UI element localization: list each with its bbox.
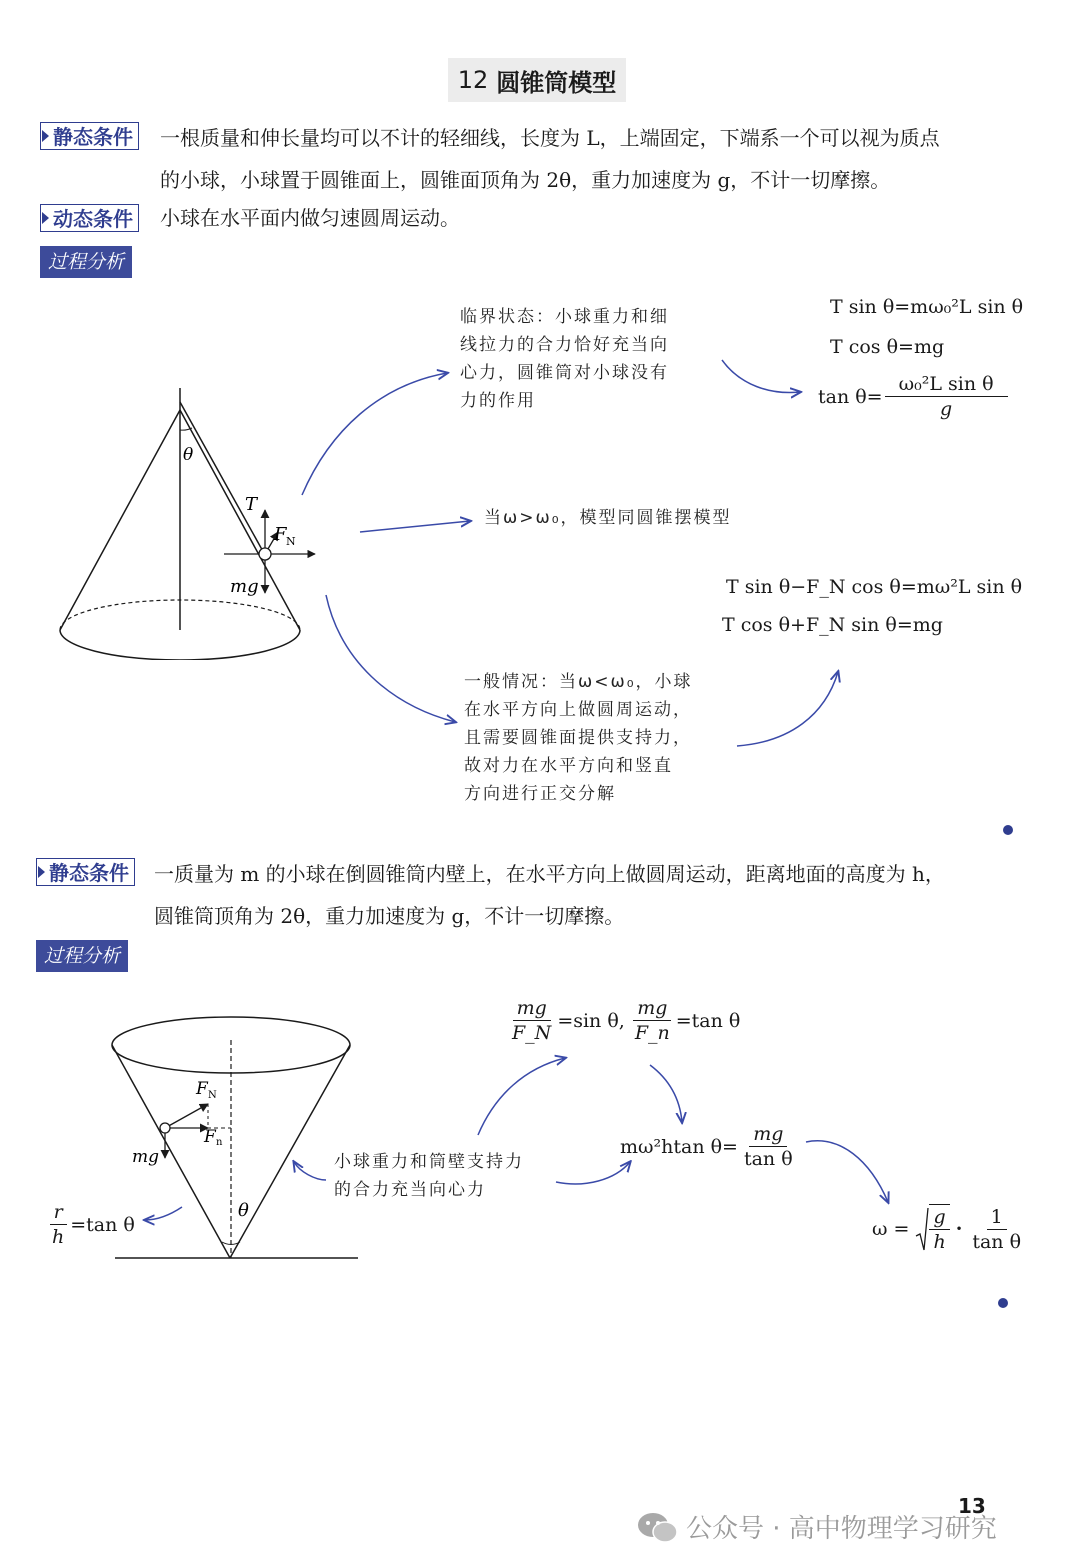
general-eq-2: T cos θ+F_N sin θ=mg [722,614,943,636]
theta-label: θ [183,445,194,465]
centripetal-eq-lhs: mω²htan θ= [620,1135,738,1158]
watermark [636,1508,997,1545]
omega-den: tan θ [972,1230,1022,1253]
ratio-num: r [50,1200,67,1225]
tension-label: T [245,494,258,515]
section2-note-line: 的合力充当向心力 [334,1180,486,1200]
arrow-to-centripetal [650,1065,682,1122]
fast-case-note: 当ω>ω₀，模型同圆锥摆模型 [484,508,732,528]
theta-label-2: θ [238,1200,249,1221]
arrow-to-critical-eqs [722,360,800,393]
process-analysis-tag-1: 过程分析 [40,246,132,278]
ratio-fraction [48,1200,68,1249]
centripetal-num: mg [749,1122,787,1147]
ratio-den: h [52,1226,65,1248]
centripetal-eq [620,1122,799,1171]
general-note-line: 一般情况：当ω<ω₀，小球 [464,672,693,692]
static-condition-tag-2: 静态条件 [36,858,135,886]
dynamic-condition-text: 小球在水平面内做匀速圆周运动。 [160,206,460,230]
force-frac-1-num: mg [513,996,551,1021]
arrow-to-general-eqs [737,672,838,746]
critical-eq-3-num: ω₀²L sin θ [885,372,1008,397]
general-note [464,668,693,808]
arrow-to-force-eqs [478,1058,565,1135]
omega-fraction [968,1205,1025,1254]
sqrt-symbol [915,1206,929,1252]
ball-2 [160,1123,170,1133]
watermark-text: 公众号 · 高中物理学习研究 [686,1514,997,1544]
critical-note-line: 力的作用 [460,391,536,411]
static-condition-tag-1: 静态条件 [40,122,139,150]
critical-eq-3-fraction [885,372,1008,421]
arrow-to-general [326,595,455,722]
general-note-line: 在水平方向上做圆周运动， [464,700,692,720]
force-eq-2-rhs: =tan θ [675,1009,741,1032]
normal-force-sub: N [286,535,296,548]
sqrt-fraction [929,1204,949,1254]
omega-num: 1 [987,1205,1007,1230]
support-force-label: F [196,1079,208,1099]
force-frac-2-num: mg [633,996,671,1021]
static-condition-text-1a: 一根质量和伸长量均可以不计的轻细线，长度为 L，上端固定，下端系一个可以视为质点 [160,126,940,150]
section2-note-line: 小球重力和筒壁支持力 [334,1152,524,1172]
arrow-to-critical [302,373,447,495]
title-number: 12 [457,66,489,94]
section-end-dot-1 [1003,825,1013,835]
critical-note-line: 线拉力的合力恰好充当向 [460,335,669,355]
static-condition-text-2a: 一质量为 m 的小球在倒圆锥筒内壁上，在水平方向上做圆周运动，距离地面的高度为 h， [154,862,945,886]
general-note-line: 故对力在水平方向和竖直 [464,756,673,776]
critical-note [460,303,669,415]
ratio-rhs: =tan θ [70,1213,135,1236]
section2-note [334,1148,524,1204]
gravity-label-2: mg [132,1147,160,1167]
force-eqs [506,996,740,1045]
wechat-icon [636,1510,680,1544]
normal-force-label: F [274,524,287,545]
static-condition-text-2b: 圆锥筒顶角为 2θ，重力加速度为 g，不计一切摩擦。 [154,904,625,928]
support-force-sub: N [208,1090,217,1101]
general-note-line: 方向进行正交分解 [464,784,616,804]
critical-note-line: 临界状态：小球重力和细 [460,307,669,327]
title-text: 圆锥筒模型 [496,68,617,97]
centripetal-den: tan θ [743,1148,793,1170]
arrow-to-fast [360,521,470,532]
arrow-to-omega [806,1141,888,1202]
critical-eq-3-lhs: tan θ= [818,385,883,408]
omega-eq-lhs: ω = [872,1218,910,1240]
force-frac-2-den: F_n [634,1022,670,1044]
centripetal-fraction [740,1122,797,1171]
cone-diagram-2 [100,1010,370,1270]
centripetal-force-label: F [204,1127,216,1147]
support-force-arrow [165,1104,208,1128]
sqrt-term [915,1204,951,1254]
force-eq-1-rhs: =sin θ, [557,1009,625,1032]
general-note-line: 且需要圆锥面提供支持力， [464,728,692,748]
gravity-label: mg [230,576,259,597]
critical-note-line: 心力，圆锥筒对小球没有 [460,363,669,383]
arrow-note-to-centripetal [556,1162,630,1184]
omega-eq [872,1204,1027,1254]
force-frac-2 [631,996,674,1045]
page-number: 13 [958,1494,986,1518]
sqrt-num: g [929,1205,949,1230]
multiply-dot: · [955,1218,963,1240]
critical-eq-3 [818,372,1010,421]
critical-eq-3-den: g [939,398,953,420]
static-condition-text-1b: 的小球，小球置于圆锥面上，圆锥面顶角为 2θ，重力加速度为 g，不计一切摩擦。 [160,168,891,192]
critical-eq-2: T cos θ=mg [830,336,945,358]
cone-right-wall [230,1045,350,1258]
dynamic-condition-tag: 动态条件 [40,204,139,232]
sqrt-den: h [933,1231,946,1253]
force-frac-1-den: F_N [512,1022,552,1044]
force-frac-1 [508,996,555,1045]
centripetal-force-sub: n [216,1137,223,1148]
ratio-eq [46,1200,135,1249]
critical-eq-1: T sin θ=mω₀²L sin θ [830,296,1024,318]
process-analysis-tag-2: 过程分析 [36,940,128,972]
section-end-dot-2 [998,1298,1008,1308]
general-eq-1: T sin θ−F_N cos θ=mω²L sin θ [726,576,1023,598]
